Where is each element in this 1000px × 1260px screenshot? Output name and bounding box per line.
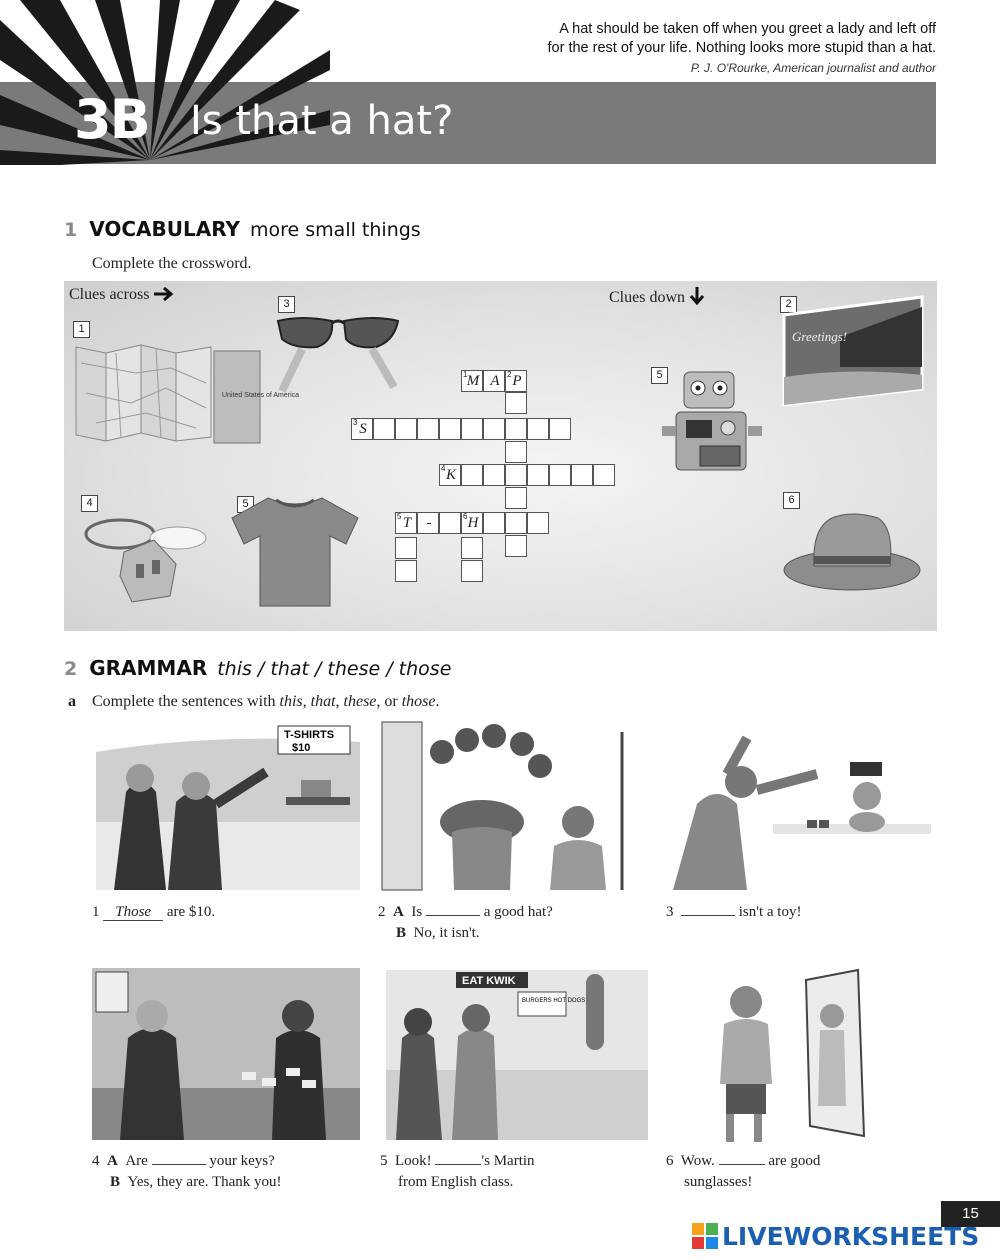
crossword-cell[interactable]: 6 H	[461, 512, 483, 534]
crossword-cell[interactable]	[571, 464, 593, 486]
crossword-cell[interactable]	[505, 464, 527, 486]
crossword-cell[interactable]	[373, 418, 395, 440]
crossword-cell[interactable]	[527, 464, 549, 486]
illustration-hat-shop	[382, 722, 646, 890]
quote-line-1: A hat should be taken off when you greet a lady and left off	[559, 21, 936, 37]
answer-blank[interactable]	[152, 1151, 206, 1165]
epigraph-quote	[456, 20, 936, 58]
svg-text:BURGERS HOT DOGS: BURGERS HOT DOGS	[522, 998, 586, 1004]
crossword-cell[interactable]	[395, 560, 417, 582]
picture-number-1: 1	[73, 321, 90, 338]
sentence-5: 5 Look! 's Martin from English class.	[380, 1153, 535, 1190]
svg-text:$10: $10	[292, 742, 311, 754]
map-picture	[76, 343, 300, 447]
unit-title: Is that a hat?	[190, 98, 454, 144]
answer-blank[interactable]	[719, 1151, 765, 1165]
crossword-cell[interactable]	[505, 512, 527, 534]
answer-blank[interactable]	[426, 902, 480, 916]
crossword-cell[interactable]	[505, 418, 527, 440]
toy-robot-picture	[656, 368, 772, 478]
picture-number-4: 4	[81, 495, 98, 512]
liveworksheets-logo-icon	[692, 1223, 718, 1249]
crossword-cell[interactable]	[483, 464, 505, 486]
crossword-cell[interactable]	[483, 418, 505, 440]
crossword-cell[interactable]: 3 S	[351, 418, 373, 440]
cowboy-hat-picture	[782, 508, 924, 594]
crossword-cell[interactable]	[461, 418, 483, 440]
crossword-cell[interactable]	[417, 418, 439, 440]
section-title: VOCABULARY	[89, 217, 241, 241]
svg-text:T-SHIRTS: T-SHIRTS	[284, 729, 335, 741]
t-shirt-picture	[230, 496, 360, 608]
crossword-cell[interactable]	[483, 512, 505, 534]
crossword-cell[interactable]	[395, 537, 417, 559]
crossword-instruction: Complete the crossword.	[92, 255, 252, 272]
brand-name: LIVEWORKSHEETS	[722, 1222, 980, 1251]
crossword-cell[interactable]	[527, 512, 549, 534]
illustration-keys-office	[92, 968, 360, 1140]
illustration-food-court	[386, 970, 648, 1140]
sentence-4: 4 A Are your keys? B Yes, they are. Thank you!	[92, 1153, 282, 1190]
postcard-picture	[780, 297, 926, 407]
crossword-cell[interactable]: A	[483, 370, 505, 392]
crossword-cell[interactable]	[461, 537, 483, 559]
picture-number-2: 2	[780, 296, 797, 313]
section-title: GRAMMAR	[89, 656, 208, 680]
quote-line-2: for the rest of your life. Nothing looks more stupid than a hat.	[547, 40, 936, 56]
picture-number-3: 3	[278, 296, 295, 313]
crossword-cell[interactable]	[527, 418, 549, 440]
answer-blank[interactable]	[435, 1151, 481, 1165]
section-1-heading	[64, 217, 421, 241]
crossword-cell[interactable]	[505, 487, 527, 509]
crossword-cell[interactable]	[549, 464, 571, 486]
picture-number-5-down: 5	[651, 367, 668, 384]
map-cover-text: United States of America	[222, 392, 300, 399]
crossword-cell[interactable]: 5 T	[395, 512, 417, 534]
crossword-cell[interactable]	[549, 418, 571, 440]
crossword-cell[interactable]	[505, 441, 527, 463]
clues-down-label: Clues down	[609, 286, 705, 307]
clues-across-label: Clues across	[69, 286, 175, 304]
crossword-cell[interactable]	[395, 418, 417, 440]
illustration-mirror	[700, 966, 870, 1142]
crossword-cell[interactable]: -	[417, 512, 439, 534]
crossword-cell[interactable]: 1 M	[461, 370, 483, 392]
crossword-cell[interactable]	[593, 464, 615, 486]
illustration-tshirt-shop	[96, 722, 360, 890]
section-subtitle: more small things	[250, 219, 421, 241]
unit-code: 3B	[74, 88, 149, 151]
postcard-text: Greetings!	[792, 329, 848, 344]
section-2-heading	[64, 656, 451, 680]
crossword-cell[interactable]: 2 P	[505, 370, 527, 392]
answer-blank[interactable]	[681, 902, 735, 916]
section-subtitle: this / that / these / those	[217, 658, 452, 680]
page-number: 15	[941, 1201, 1000, 1227]
exercise-letter: a	[68, 693, 76, 710]
crossword-cell[interactable]	[505, 535, 527, 557]
sentence-3: 3 isn't a toy!	[666, 904, 802, 920]
grammar-instruction: a Complete the sentences with this, that, these, or those.	[68, 693, 440, 710]
section-number: 2	[64, 658, 78, 680]
crossword-cell[interactable]	[461, 560, 483, 582]
crossword-cell[interactable]: 4 K	[439, 464, 461, 486]
sentence-2: 2 A Is a good hat? B No, it isn't.	[378, 904, 553, 941]
sentence-6: 6 Wow. are good sunglasses!	[666, 1153, 821, 1190]
sunglasses-picture	[272, 313, 404, 393]
arrow-right-icon	[153, 287, 175, 301]
illustration-toy	[667, 734, 931, 890]
keys-picture	[80, 512, 212, 604]
crossword-cell[interactable]	[439, 418, 461, 440]
picture-number-5-across: 5	[237, 496, 254, 513]
picture-number-6: 6	[783, 492, 800, 509]
crossword-cell[interactable]	[439, 512, 461, 534]
section-number: 1	[64, 219, 78, 241]
crossword-cell[interactable]	[505, 392, 527, 414]
crossword-cell[interactable]	[461, 464, 483, 486]
answer-example[interactable]: Those	[103, 904, 163, 921]
quote-author: P. J. O'Rourke, American journalist and author	[690, 61, 936, 75]
svg-text:EAT KWIK: EAT KWIK	[462, 975, 516, 987]
arrow-down-icon	[689, 286, 705, 306]
sentence-1: 1 Those are $10.	[92, 904, 216, 920]
